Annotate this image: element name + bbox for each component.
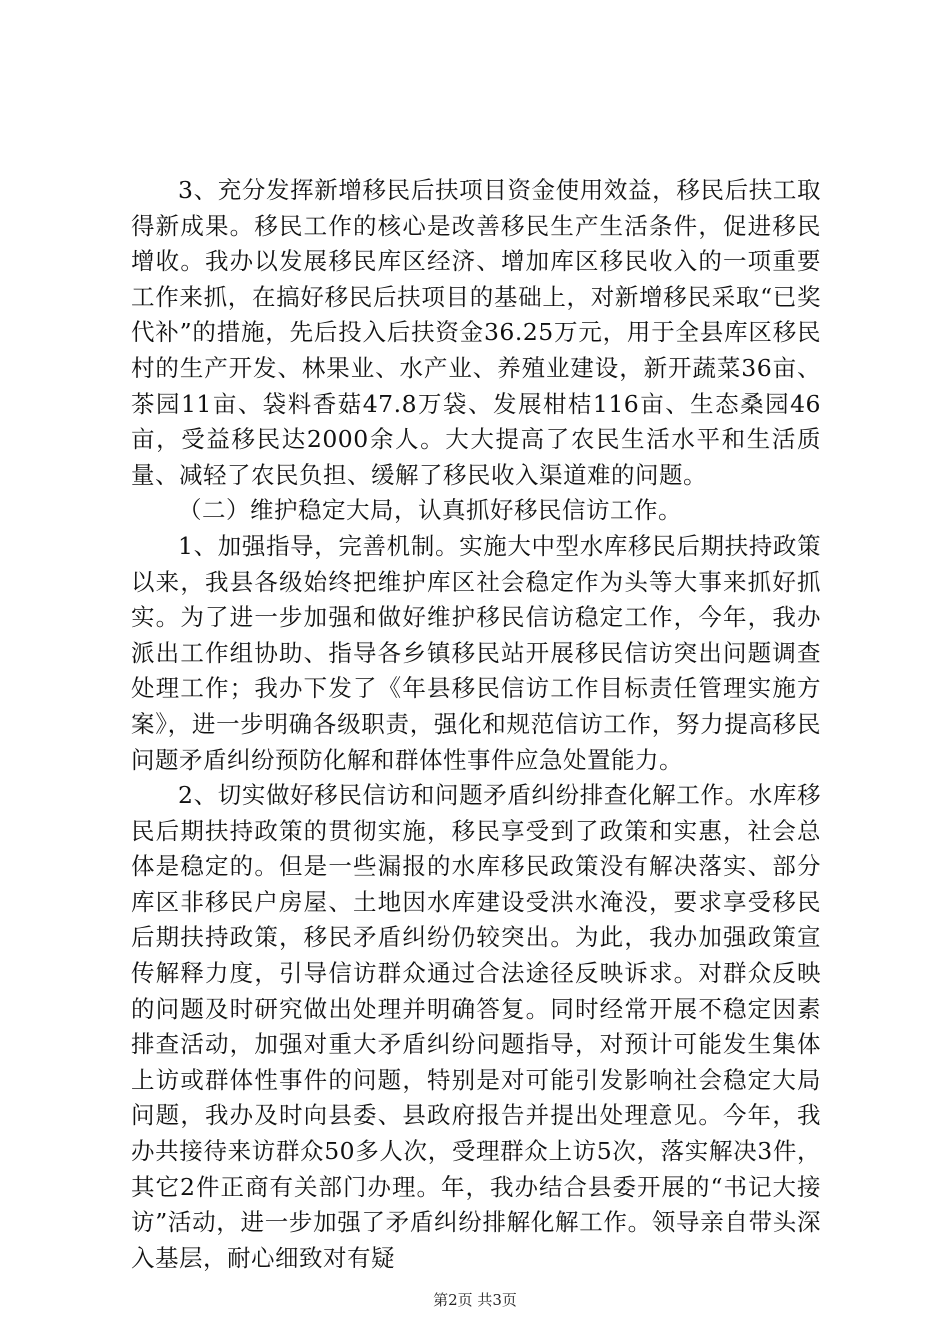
section-heading-petition-work: （二）维护稳定大局，认真抓好移民信访工作。 (178, 496, 682, 525)
paragraph-guidance-mechanism: 1、加强指导，完善机制。实施大中型水库移民后期扶持政策以来，我县各级始终把维护库区社会稳定作为头等大事来抓好抓实。为了进一步加强和做好维护移民信访稳定工作，今年，我办派出工作组协助、指导各乡镇移民站开展移民信访突出问题调查处理工作；我办下发了《年县移民信访工作目标责任管理实施方案》，进一步明确各级职责，强化和规范信访工作，努力提高移民问题矛盾纠纷预防化解和群体性事件应急处置能力。 (131, 531, 821, 774)
document-body (131, 173, 821, 1276)
paragraph-dispute-resolution: 2、切实做好移民信访和问题矛盾纠纷排查化解工作。水库移民后期扶持政策的贯彻实施，移民享受到了政策和实惠，社会总体是稳定的。但是一些漏报的水库移民政策没有解决落实、部分库区非移民户房屋、土地因水库建设受洪水淹没，要求享受移民后期扶持政策，移民矛盾纠纷仍较突出。为此，我办加强政策宣传解释力度，引导信访群众通过合法途径反映诉求。对群众反映的问题及时研究做出处理并明确答复。同时经常开展不稳定因素排查活动，加强对重大矛盾纠纷问题指导，对预计可能发生集体上访或群体性事件的问题，特别是对可能引发影响社会稳定大局问题，我办及时向县委、县政府报告并提出处理意见。今年，我办共接待来访群众50多人次，受理群众上访5次，落实解决3件，其它2件正商有关部门办理。年，我办结合县委开展的“书记大接访”活动，进一步加强了矛盾纠纷排解化解工作。领导亲自带头深入基层，耐心细致对有疑 (131, 781, 821, 1272)
paragraph-resettlement-support-funds: 3、充分发挥新增移民后扶项目资金使用效益，移民后扶工取得新成果。移民工作的核心是改善移民生产生活条件，促进移民增收。我办以发展移民库区经济、增加库区移民收入的一项重要工作来抓，在搞好移民后扶项目的基础上，对新增移民采取“已奖代补”的措施，先后投入后扶资金36.25万元，用于全县库区移民村的生产开发、林果业、水产业、养殖业建设，新开蔬菜36亩、茶园11亩、袋料香菇47.8万袋、发展柑桔116亩、生态桑园46亩，受益移民达2000余人。大大提高了农民生活水平和生活质量、减轻了农民负担、缓解了移民收入渠道难的问题。 (131, 176, 821, 489)
page-number-footer: 第2页 共3页 (433, 1291, 517, 1309)
